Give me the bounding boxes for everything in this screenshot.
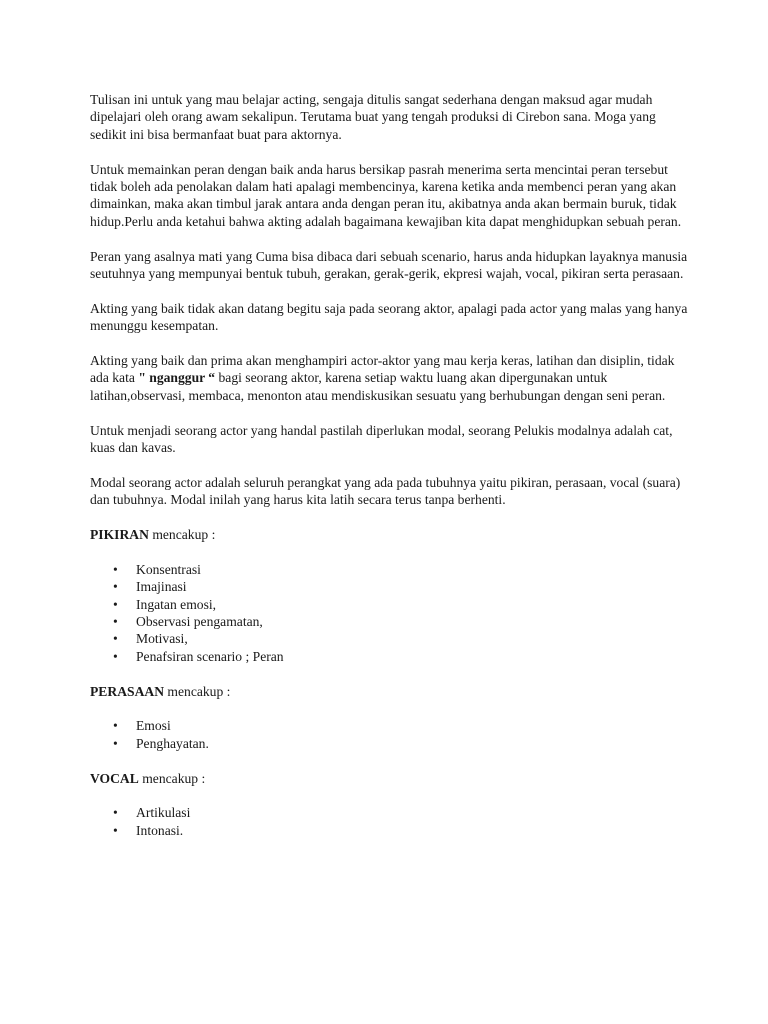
- heading-vocal-suffix: mencakup :: [138, 770, 206, 786]
- list-item: • Penafsiran scenario ; Peran: [90, 648, 690, 665]
- list-vocal: [90, 804, 690, 839]
- section-heading-vocal: [90, 770, 690, 787]
- list-item: • Imajinasi: [90, 578, 690, 595]
- paragraph-akting-prima-text-1: Akting yang baik dan prima akan menghampiri actor-aktor yang mau kerja keras, latihan dan disiplin, tidak ada kata: [90, 353, 675, 386]
- heading-pikiran: PIKIRAN: [90, 527, 149, 543]
- heading-perasaan-suffix: mencakup :: [164, 683, 231, 699]
- paragraph-intro: Tulisan ini untuk yang mau belajar acting, sengaja ditulis sangat sederhana dengan maksud agar mudah dipelajari oleh orang awam sekalipun. Terutama buat yang tengah produksi di Cirebon sana. Moga yang sedikit ini bisa bermanfaat buat para aktornya.: [90, 92, 656, 142]
- document-body: [90, 91, 690, 857]
- section-heading-pikiran: [90, 526, 690, 543]
- heading-perasaan: PERASAAN: [90, 683, 165, 699]
- list-item: • Emosi: [90, 717, 690, 734]
- list-item: • Observasi pengamatan,: [90, 613, 690, 630]
- section-heading-perasaan: [90, 683, 690, 700]
- paragraph-peran-asal: Peran yang asalnya mati yang Cuma bisa dibaca dari sebuah scenario, harus anda hidupkan layaknya manusia seutuhnya yang mempunyai bentuk tubuh, gerakan, gerak-gerik, ekpresi wajah, vocal, pikiran serta perasaan.: [90, 248, 688, 282]
- list-item: • Artikulasi: [90, 804, 690, 821]
- list-item: • Konsentrasi: [90, 561, 690, 578]
- list-perasaan: [90, 717, 690, 752]
- paragraph-akting-prima: [90, 352, 690, 404]
- list-item: • Penghayatan.: [90, 735, 690, 752]
- paragraph-modal-perangkat: Modal seorang actor adalah seluruh perangkat yang ada pada tubuhnya yaitu pikiran, perasaan, vocal (suara) dan tubuhnya. Modal inilah yang harus kita latih secara terus tanpa berhenti.: [90, 474, 681, 508]
- paragraph-modal-actor: Untuk menjadi seorang actor yang handal pastilah diperlukan modal, seorang Pelukis modalnya adalah cat, kuas dan kavas.: [90, 422, 673, 456]
- heading-pikiran-suffix: mencakup :: [148, 527, 216, 543]
- list-item: • Ingatan emosi,: [90, 596, 690, 613]
- nganggur-bold-text: " nganggur “: [138, 370, 216, 386]
- list-item: • Intonasi.: [90, 822, 690, 839]
- list-item: • Motivasi,: [90, 630, 690, 647]
- paragraph-akting-prima-text-2: bagi seorang aktor, karena setiap waktu luang akan dipergunakan untuk latihan,observasi, membaca, menonton atau mendiskusikan sesuatu yang berhubungan dengan seni peran.: [90, 370, 666, 403]
- paragraph-akting-baik: Akting yang baik tidak akan datang begitu saja pada seorang aktor, apalagi pada actor yang malas yang hanya menunggu kesempatan.: [90, 300, 688, 334]
- paragraph-memainkan-peran: Untuk memainkan peran dengan baik anda harus bersikap pasrah menerima serta mencintai peran tersebut tidak boleh ada penolakan dalam hati apalagi membencinya, karena ketika anda membenci peran yang akan dimainkan, maka akan timbul jarak antara anda dengan peran itu, akibatnya anda akan bermain buruk, tidak hidup.Perlu anda ketahui bahwa akting adalah bagaimana kewajiban kita dapat menghidupkan sebuah peran.: [90, 161, 682, 229]
- list-pikiran: [90, 561, 690, 665]
- heading-vocal: VOCAL: [90, 770, 139, 786]
